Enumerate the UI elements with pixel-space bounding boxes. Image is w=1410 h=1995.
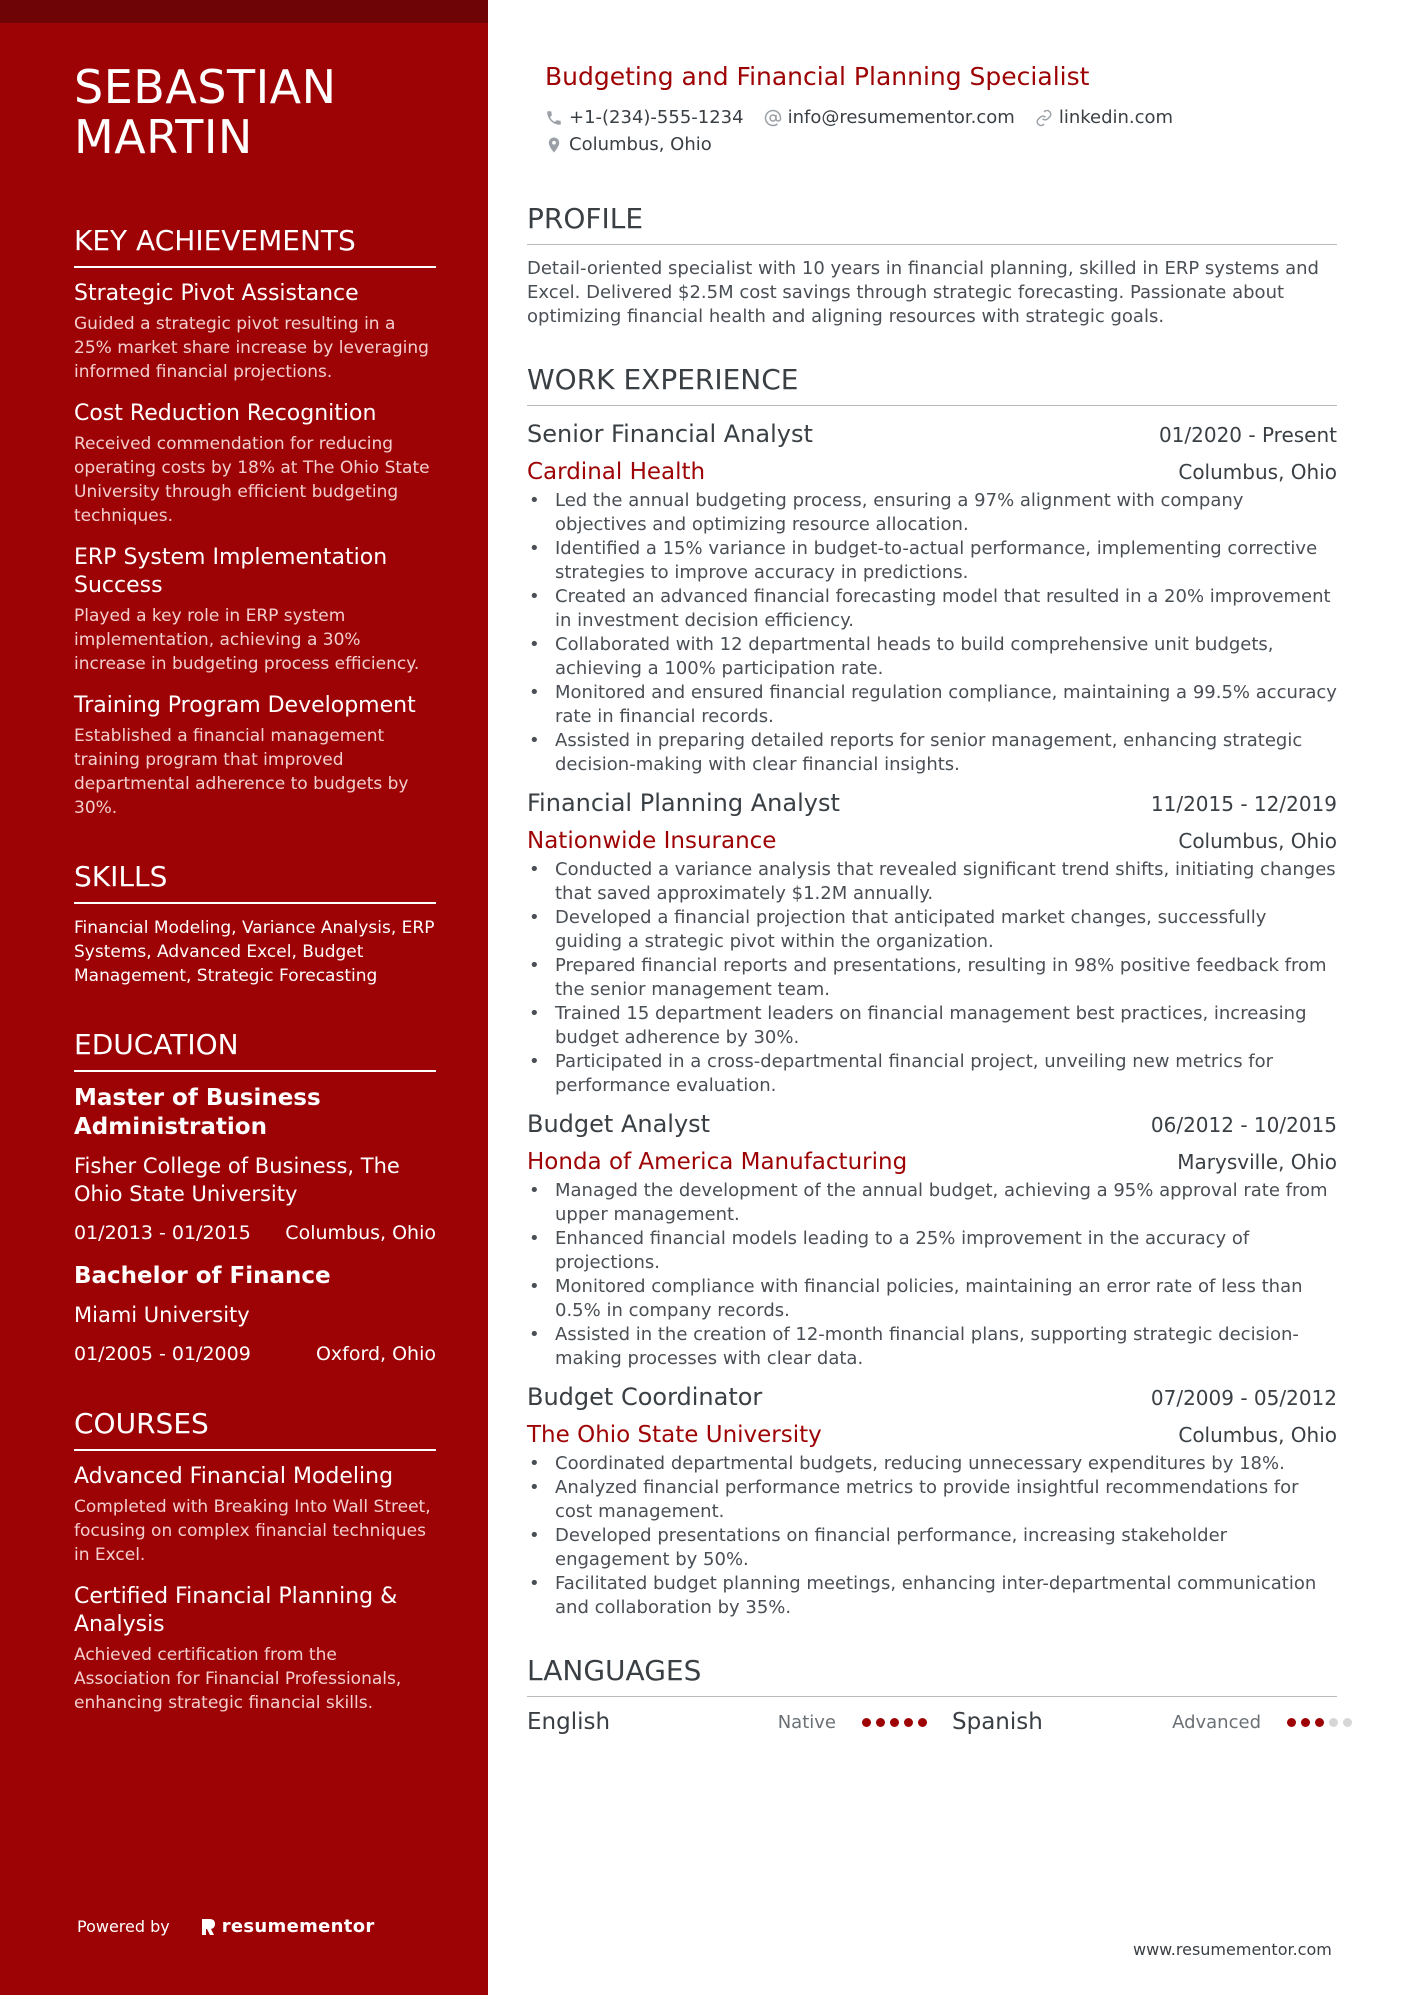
job-title: Budgeting and Financial Planning Specialist [545, 62, 1090, 91]
candidate-name [74, 62, 436, 162]
contact-phone[interactable] [545, 104, 744, 131]
job-entry [527, 787, 1337, 1098]
job-role: Budget Analyst [527, 1110, 711, 1138]
education-meta [74, 1220, 436, 1246]
contact-line-2 [545, 131, 1337, 158]
education-dates: 01/2013 - 01/2015 [74, 1222, 251, 1244]
job-dates: 06/2012 - 10/2015 [1150, 1113, 1337, 1137]
education-degree: Bachelor of Finance [74, 1263, 331, 1289]
education-item [74, 1262, 436, 1367]
job-bullet: • Participated in a cross-departmental financial project, unveiling new metrics for performance evaluation. [527, 1050, 1337, 1098]
achievement-desc: Guided a strategic pivot resulting in a 25% market share increase by leveraging informed financial projections. [74, 314, 429, 382]
skills-list: Financial Modeling, Variance Analysis, ERP Systems, Advanced Excel, Budget Management, Strategic Forecasting [74, 918, 435, 986]
key-achievements-title: KEY ACHIEVEMENTS [74, 224, 436, 268]
job-bullet: • Assisted in preparing detailed reports for senior management, enhancing strategic decision-making with clear financial insights. [527, 729, 1337, 777]
education-title: EDUCATION [74, 1028, 436, 1072]
contact-info [545, 104, 1337, 158]
education-dates: 01/2005 - 01/2009 [74, 1343, 251, 1365]
achievement-item [74, 692, 436, 820]
education-section [74, 1028, 436, 1367]
key-achievements-section [74, 224, 436, 820]
job-role: Budget Coordinator [527, 1383, 763, 1411]
languages-row [527, 1709, 1337, 1735]
location-text: Columbus, Ohio [569, 134, 712, 155]
skills-section [74, 860, 436, 988]
job-entry [527, 1381, 1337, 1620]
at-sign-icon [764, 109, 782, 127]
rating-dot-filled [862, 1718, 871, 1727]
job-entry [527, 1108, 1337, 1371]
rating-dot-empty [1329, 1718, 1338, 1727]
profile-text: Detail-oriented specialist with 10 years in financial planning, skilled in ERP systems and Excel. Delivered $2.5M cost savings through strategic forecasting. Passionate about optimizing financial health and aligning resources with strategic goals. [527, 258, 1319, 327]
job-bullet: • Identified a 15% variance in budget-to-actual performance, implementing corrective strategies to improve accuracy in predictions. [527, 537, 1337, 585]
education-degree: Master of Business Administration [74, 1085, 321, 1140]
achievement-title: Training Program Development [74, 693, 416, 718]
linkedin-text: linkedin.com [1058, 107, 1174, 128]
achievement-desc: Received commendation for reducing operating costs by 18% at The Ohio State University through efficient budgeting techniques. [74, 434, 430, 526]
job-bullet: • Assisted in the creation of 12-month financial plans, supporting strategic decision-making processes with clear data. [527, 1323, 1337, 1371]
job-bullet: • Created an advanced financial forecasting model that resulted in a 20% improvement in investment decision efficiency. [527, 585, 1337, 633]
job-header [527, 418, 1337, 451]
achievement-item [74, 400, 436, 528]
phone-text: +1-(234)-555-1234 [569, 107, 744, 128]
profile-title: PROFILE [527, 202, 1337, 245]
language-rating [1287, 1718, 1357, 1727]
language-item [952, 1709, 1357, 1735]
rating-dot-filled [890, 1718, 899, 1727]
course-desc: Completed with Breaking Into Wall Street, focusing on complex financial techniques in Excel. [74, 1497, 431, 1565]
job-location: Columbus, Ohio [1178, 1423, 1337, 1447]
contact-location [545, 131, 712, 158]
job-bullet: • Analyzed financial performance metrics to provide insightful recommendations for cost management. [527, 1476, 1337, 1524]
job-location: Marysville, Ohio [1177, 1150, 1337, 1174]
job-header [527, 1381, 1337, 1414]
job-bullet: • Monitored and ensured financial regulation compliance, maintaining a 99.5% accuracy rate in financial records. [527, 681, 1337, 729]
job-location: Columbus, Ohio [1178, 829, 1337, 853]
rating-dot-filled [1287, 1718, 1296, 1727]
job-bullet: • Collaborated with 12 departmental heads to build comprehensive unit budgets, achieving a 100% participation rate. [527, 633, 1337, 681]
achievement-title: ERP System Implementation Success [74, 545, 388, 598]
job-company: Cardinal Health [527, 459, 706, 485]
rating-dot-filled [904, 1718, 913, 1727]
brand-name: resumementor [221, 1916, 375, 1937]
job-subheader [527, 1147, 1337, 1177]
languages-title: LANGUAGES [527, 1654, 1337, 1697]
language-rating [862, 1718, 932, 1727]
job-role: Senior Financial Analyst [527, 420, 813, 448]
powered-by [77, 1916, 375, 1937]
achievement-item [74, 280, 436, 384]
job-company: Nationwide Insurance [527, 828, 777, 854]
main-content [527, 62, 1337, 1735]
courses-section [74, 1407, 436, 1715]
name-line-2: MARTIN [74, 110, 253, 164]
job-bullets [527, 1179, 1337, 1371]
rating-dot-filled [876, 1718, 885, 1727]
job-bullet: • Developed a financial projection that anticipated market changes, successfully guiding a strategic pivot within the organization. [527, 906, 1337, 954]
language-item [527, 1709, 932, 1735]
sidebar [0, 0, 488, 1995]
achievement-title: Cost Reduction Recognition [74, 401, 377, 426]
achievement-desc: Played a key role in ERP system implementation, achieving a 30% increase in budgeting process efficiency. [74, 606, 420, 674]
skills-title: SKILLS [74, 860, 436, 904]
job-bullet: • Monitored compliance with financial policies, maintaining an error rate of less than 0.5% in company records. [527, 1275, 1337, 1323]
footer-url[interactable]: www.resumementor.com [1133, 1940, 1332, 1959]
email-text: info@resumementor.com [787, 107, 1015, 128]
job-dates: 11/2015 - 12/2019 [1150, 792, 1337, 816]
sidebar-content [74, 62, 436, 1755]
job-entry [527, 418, 1337, 777]
job-bullet: • Trained 15 department leaders on financial management best practices, increasing budget adherence by 30%. [527, 1002, 1337, 1050]
language-level: Native [777, 1711, 836, 1733]
job-dates: 01/2020 - Present [1158, 423, 1337, 447]
course-item [74, 1583, 436, 1715]
work-experience-section [527, 363, 1337, 1620]
job-location: Columbus, Ohio [1178, 460, 1337, 484]
job-bullet: • Managed the development of the annual budget, achieving a 95% approval rate from upper management. [527, 1179, 1337, 1227]
achievement-desc: Established a financial management training program that improved departmental adherence to budgets by 30%. [74, 726, 409, 818]
profile-section [527, 202, 1337, 329]
rating-dot-filled [918, 1718, 927, 1727]
education-school: Miami University [74, 1303, 250, 1327]
job-subheader [527, 826, 1337, 856]
job-bullets [527, 1452, 1337, 1620]
job-company: Honda of America Manufacturing [527, 1149, 908, 1175]
location-pin-icon [545, 136, 563, 154]
contact-email[interactable] [764, 104, 1015, 131]
languages-section [527, 1654, 1337, 1735]
job-header [527, 787, 1337, 820]
courses-title: COURSES [74, 1407, 436, 1451]
job-bullet: • Coordinated departmental budgets, reducing unnecessary expenditures by 18%. [527, 1452, 1337, 1476]
education-school: Fisher College of Business, The Ohio State University [74, 1154, 400, 1206]
job-bullets [527, 858, 1337, 1098]
education-location: Oxford, Ohio [315, 1343, 436, 1365]
job-bullet: • Prepared financial reports and presentations, resulting in 98% positive feedback from the senior management team. [527, 954, 1337, 1002]
job-bullet: • Enhanced financial models leading to a 25% improvement in the accuracy of projections. [527, 1227, 1337, 1275]
resumementor-logo-icon [200, 1918, 216, 1936]
achievement-title: Strategic Pivot Assistance [74, 281, 359, 306]
brand-logo[interactable] [200, 1916, 375, 1937]
course-title: Certified Financial Planning & Analysis [74, 1584, 398, 1637]
link-icon [1035, 109, 1053, 127]
education-location: Columbus, Ohio [285, 1222, 436, 1244]
language-name: Spanish [952, 1709, 1043, 1735]
work-experience-title: WORK EXPERIENCE [527, 363, 1337, 406]
achievement-item [74, 544, 436, 676]
contact-linkedin[interactable] [1035, 104, 1173, 131]
job-subheader [527, 1420, 1337, 1450]
language-level: Advanced [1172, 1711, 1261, 1733]
powered-by-label: Powered by [77, 1917, 170, 1936]
rating-dot-filled [1315, 1718, 1324, 1727]
course-title: Advanced Financial Modeling [74, 1464, 394, 1489]
job-bullet: • Led the annual budgeting process, ensuring a 97% alignment with company objectives and optimizing resource allocation. [527, 489, 1337, 537]
education-item [74, 1084, 436, 1246]
rating-dot-filled [1301, 1718, 1310, 1727]
job-bullet: • Facilitated budget planning meetings, enhancing inter-departmental communication and collaboration by 35%. [527, 1572, 1337, 1620]
sidebar-top-bar [0, 0, 488, 23]
phone-icon [545, 109, 563, 127]
job-bullets [527, 489, 1337, 777]
education-meta [74, 1341, 436, 1367]
job-subheader [527, 457, 1337, 487]
course-item [74, 1463, 436, 1567]
job-bullet: • Conducted a variance analysis that revealed significant trend shifts, initiating changes that saved approximately $1.2M annually. [527, 858, 1337, 906]
job-bullet: • Developed presentations on financial performance, increasing stakeholder engagement by 50%. [527, 1524, 1337, 1572]
contact-line-1 [545, 104, 1337, 131]
job-role: Financial Planning Analyst [527, 789, 840, 817]
rating-dot-empty [1343, 1718, 1352, 1727]
job-header [527, 1108, 1337, 1141]
course-desc: Achieved certification from the Association for Financial Professionals, enhancing strategic financial skills. [74, 1645, 402, 1713]
job-company: The Ohio State University [527, 1422, 822, 1448]
language-name: English [527, 1709, 611, 1735]
name-line-1: SEBASTIAN [74, 60, 337, 114]
job-dates: 07/2009 - 05/2012 [1150, 1386, 1337, 1410]
